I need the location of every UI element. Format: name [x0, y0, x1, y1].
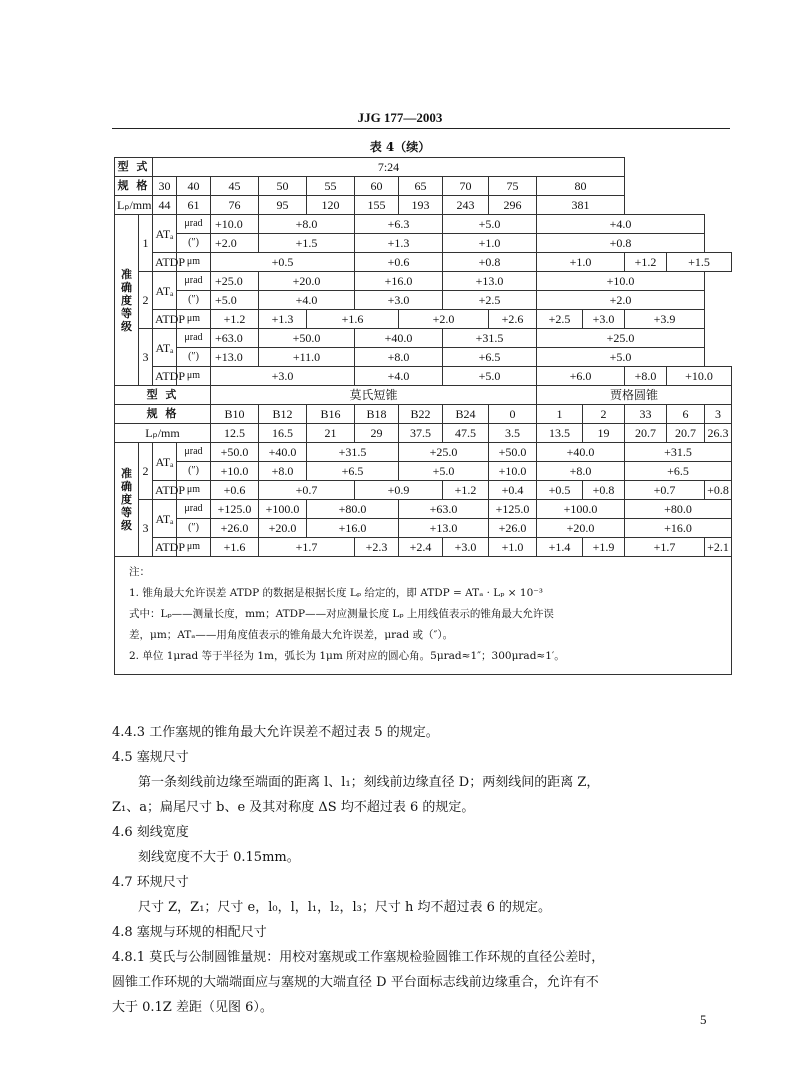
table-cell: +0.5	[211, 253, 355, 272]
table-cell: 37.5	[399, 424, 443, 443]
table-cell: +8.0	[259, 215, 355, 234]
table-cell: ATₐ	[153, 443, 177, 481]
table-cell: +3.0	[443, 538, 489, 557]
table-cell: +3.0	[211, 367, 355, 386]
table-cell: 3.5	[489, 424, 537, 443]
table-cell: +2.5	[443, 291, 537, 310]
table-cell: +125.0	[211, 500, 259, 519]
table-cell: 193	[399, 196, 443, 215]
table-cell: +2.4	[399, 538, 443, 557]
table-row	[115, 348, 732, 367]
table-cell: +0.6	[211, 481, 259, 500]
table-cell: 120	[307, 196, 355, 215]
table-cell: +5.0	[399, 462, 489, 481]
table-cell: μm	[177, 367, 211, 386]
table-cell: +13.0	[399, 519, 489, 538]
table-cell: 55	[307, 177, 355, 196]
table-cell: +0.7	[259, 481, 355, 500]
table-cell: 44	[153, 196, 177, 215]
table-cell: 3	[139, 500, 153, 557]
table-cell: 30	[153, 177, 177, 196]
table-cell: 47.5	[443, 424, 489, 443]
table-cell: +1.6	[211, 538, 259, 557]
table-cell: 2	[139, 443, 153, 500]
table-cell: +13.0	[211, 348, 259, 367]
table-cell: +20.0	[259, 272, 355, 291]
table-row	[115, 234, 732, 253]
table-cell: +11.0	[259, 348, 355, 367]
table-cell: ATDP	[153, 253, 177, 272]
table-cell: +0.8	[583, 481, 625, 500]
table-cell: +40.0	[355, 329, 443, 348]
table-cell: +6.5	[443, 348, 537, 367]
table-row	[115, 405, 732, 424]
table-cell: +31.5	[307, 443, 399, 462]
table-cell: 准确度等级	[115, 215, 139, 386]
table-cell: 45	[211, 177, 259, 196]
table-row	[115, 291, 732, 310]
table-cell: μm	[177, 538, 211, 557]
table-cell: 16.5	[259, 424, 307, 443]
table-cell: +16.0	[355, 272, 443, 291]
table-cell: 80	[537, 177, 625, 196]
table-cell: 20.7	[625, 424, 667, 443]
table-cell: +25.0	[211, 272, 259, 291]
section-line: 大于 0.1Z 差距（见图 6）。	[112, 1000, 273, 1015]
table-cell: 65	[399, 177, 443, 196]
page-number: 5	[700, 1012, 707, 1027]
table-cell: (″)	[177, 462, 211, 481]
table-cell: +6.5	[307, 462, 399, 481]
table-row	[115, 500, 732, 519]
table-cell: +3.9	[625, 310, 705, 329]
table-row	[115, 462, 732, 481]
table-cell: 规 格	[115, 405, 211, 424]
table-cell: +0.4	[489, 481, 537, 500]
table-cell: (″)	[177, 348, 211, 367]
table-cell: +50.0	[259, 329, 355, 348]
table-cell: +1.9	[583, 538, 625, 557]
note-line: 差，μm；ATₐ——用角度值表示的锥角最大允许误差，μrad 或（″）。	[129, 629, 454, 641]
note-line: 式中：Lₚ——测量长度，mm；ATDP——对应测量长度 Lₚ 上用线值表示的锥角最大允许误	[129, 608, 554, 620]
table-cell: 规 格	[115, 177, 153, 196]
table-cell: 3	[705, 405, 732, 424]
table-cell: +13.0	[443, 272, 537, 291]
table-cell: +25.0	[537, 329, 705, 348]
table-cell: (″)	[177, 519, 211, 538]
section-line: 圆锥工作环规的大端端面应与塞规的大端直径 D 平台面标志线前边缘重合，允许有不	[112, 975, 599, 990]
table-cell: +2.6	[489, 310, 537, 329]
table-cell: μrad	[177, 272, 211, 291]
table-cell: +40.0	[537, 443, 625, 462]
table-cell: +100.0	[259, 500, 307, 519]
table-cell: ATₐ	[153, 215, 177, 253]
table-cell: ATDP	[153, 310, 177, 329]
table-cell: +8.0	[625, 367, 667, 386]
table-cell: μrad	[177, 500, 211, 519]
table-cell: 3	[139, 329, 153, 386]
table-cell: ATDP	[153, 367, 177, 386]
table-cell: +8.0	[355, 348, 443, 367]
table-cell: +31.5	[443, 329, 537, 348]
table-cell: +20.0	[537, 519, 625, 538]
table-cell: (″)	[177, 234, 211, 253]
table-notes	[115, 557, 732, 675]
table-cell: 1	[537, 405, 583, 424]
table-caption: 表 4（续）	[369, 140, 431, 154]
table-cell: +10.0	[211, 215, 259, 234]
table-cell: 296	[489, 196, 537, 215]
section-line: 4.4.3 工作塞规的锥角最大允许误差不超过表 5 的规定。	[112, 725, 439, 740]
table-cell: +1.2	[211, 310, 259, 329]
table-cell: +3.0	[355, 291, 443, 310]
table-row	[115, 386, 732, 405]
table-cell: B24	[443, 405, 489, 424]
table-cell: 13.5	[537, 424, 583, 443]
table-cell: 70	[443, 177, 489, 196]
table-cell: +50.0	[489, 443, 537, 462]
table-cell: Lₚ/mm	[115, 196, 153, 215]
table-cell: +3.0	[583, 310, 625, 329]
note-line: 2. 单位 1μrad 等于半径为 1m，弧长为 1μm 所对应的圆心角。5μrad≈1″；300μrad≈1′。	[129, 650, 565, 662]
table-cell: +16.0	[307, 519, 399, 538]
table-cell: 50	[259, 177, 307, 196]
table-cell: +1.2	[443, 481, 489, 500]
table-body	[115, 158, 732, 557]
table-cell: +8.0	[537, 462, 625, 481]
table-cell: 381	[537, 196, 625, 215]
table-cell: +10.0	[211, 462, 259, 481]
section-line: 4.7 环规尺寸	[112, 875, 189, 890]
table-cell: +4.0	[259, 291, 355, 310]
table-row	[115, 367, 732, 386]
table-cell: +5.0	[443, 215, 537, 234]
table-cell: +1.2	[625, 253, 667, 272]
section-line: Z₁、a；扁尾尺寸 b、e 及其对称度 ΔS 均不超过表 6 的规定。	[112, 800, 475, 815]
section-line: 4.5 塞规尺寸	[112, 750, 189, 765]
table-cell: +1.4	[537, 538, 583, 557]
section-line: 4.6 刻线宽度	[112, 825, 189, 840]
section-line: 4.8 塞规与环规的相配尺寸	[112, 925, 267, 940]
table-cell: +1.0	[489, 538, 537, 557]
table-cell: +125.0	[489, 500, 537, 519]
table-row	[115, 177, 732, 196]
table-cell: +10.0	[667, 367, 732, 386]
table-cell: 2	[583, 405, 625, 424]
table-cell: +1.5	[259, 234, 355, 253]
table-cell: +1.5	[667, 253, 732, 272]
table-cell: +0.7	[625, 481, 705, 500]
table-cell: μm	[177, 481, 211, 500]
table-cell: 型 式	[115, 158, 153, 177]
table-cell: +50.0	[211, 443, 259, 462]
table-cell: +10.0	[537, 272, 705, 291]
table-row	[115, 272, 732, 291]
header-rule	[112, 128, 730, 129]
table-cell: 12.5	[211, 424, 259, 443]
table-cell: B18	[355, 405, 399, 424]
table-cell: +0.8	[705, 481, 732, 500]
table-cell: +2.0	[399, 310, 489, 329]
table-row	[115, 424, 732, 443]
table-cell: +40.0	[259, 443, 307, 462]
table-cell: μm	[177, 253, 211, 272]
table-cell: ATₐ	[153, 329, 177, 367]
table-cell: +0.8	[443, 253, 537, 272]
table-cell: ATDP	[153, 538, 177, 557]
table-row	[115, 253, 732, 272]
table-cell: +0.6	[355, 253, 443, 272]
table-cell: μrad	[177, 443, 211, 462]
table-cell: +5.0	[211, 291, 259, 310]
paragraph: 刻线宽度不大于 0.15mm。	[138, 850, 300, 865]
table-row	[115, 158, 732, 177]
body-text	[112, 720, 732, 1020]
table-cell: Lₚ/mm	[115, 424, 211, 443]
table-cell: 21	[307, 424, 355, 443]
table-cell: 75	[489, 177, 537, 196]
table-cell: 19	[583, 424, 625, 443]
table-cell: +2.1	[705, 538, 732, 557]
table-cell: +26.0	[489, 519, 537, 538]
section-line: 4.8.1 莫氏与公制圆锥量规：用校对塞规或工作塞规检验圆锥工作环规的直径公差时，	[112, 950, 605, 965]
table-cell: 61	[177, 196, 211, 215]
table-cell: +2.0	[211, 234, 259, 253]
table-cell: 6	[667, 405, 705, 424]
table-cell: +1.3	[259, 310, 307, 329]
table-cell: +100.0	[537, 500, 625, 519]
table-row	[115, 196, 732, 215]
table-cell: 33	[625, 405, 667, 424]
table-cell: +5.0	[443, 367, 537, 386]
table-cell: +2.5	[537, 310, 583, 329]
table-cell: 60	[355, 177, 399, 196]
table-cell: ATₐ	[153, 500, 177, 538]
table-cell: B16	[307, 405, 355, 424]
table-cell: +1.0	[443, 234, 537, 253]
table-cell: μrad	[177, 329, 211, 348]
table-cell: +20.0	[259, 519, 307, 538]
table-cell: 贾格圆锥	[537, 386, 732, 405]
table-cell: +80.0	[625, 500, 732, 519]
paragraph: 第一条刻线前边缘至端面的距离 l、l₁；刻线前边缘直径 D；两刻线间的距离 Z，	[138, 775, 600, 790]
table-cell: 243	[443, 196, 489, 215]
table-cell: μm	[177, 310, 211, 329]
table-row	[115, 443, 732, 462]
table-cell: 2	[139, 272, 153, 329]
paragraph: 尺寸 Z，Z₁；尺寸 e，l₀，l，l₁，l₂，l₃；尺寸 h 均不超过表 6 的规定。	[138, 900, 552, 915]
table-cell: 型 式	[115, 386, 211, 405]
table-cell: +0.8	[537, 234, 705, 253]
notes-row	[115, 557, 732, 675]
table-cell: 29	[355, 424, 399, 443]
table-row	[115, 215, 732, 234]
table-cell: 40	[177, 177, 211, 196]
table-cell: B10	[211, 405, 259, 424]
table-cell: +1.7	[625, 538, 705, 557]
table-cell: 26.3	[705, 424, 732, 443]
table-cell: 7:24	[153, 158, 625, 177]
table-cell: +6.5	[625, 462, 732, 481]
note-line: 1. 锥角最大允许误差 ATDP 的数据是根据长度 Lₚ 给定的，即 ATDP = ATₐ · Lₚ × 10⁻³	[129, 587, 544, 599]
table-row	[115, 538, 732, 557]
table-cell: 95	[259, 196, 307, 215]
table-cell: +63.0	[211, 329, 259, 348]
table-cell: +26.0	[211, 519, 259, 538]
document-header: JJG 177—2003	[357, 110, 443, 125]
table-cell: +5.0	[537, 348, 705, 367]
table-cell: +1.6	[307, 310, 399, 329]
table-row	[115, 481, 732, 500]
table-cell: +16.0	[625, 519, 732, 538]
table-cell: +4.0	[537, 215, 705, 234]
tolerance-table	[114, 157, 732, 675]
table-cell: B22	[399, 405, 443, 424]
table-cell: +0.5	[537, 481, 583, 500]
table-cell: 0	[489, 405, 537, 424]
table-cell: +2.0	[537, 291, 705, 310]
table-cell: ATDP	[153, 481, 177, 500]
table-cell: μrad	[177, 215, 211, 234]
table-row	[115, 310, 732, 329]
table-cell: 155	[355, 196, 399, 215]
table-cell: +1.3	[355, 234, 443, 253]
table-cell: +2.3	[355, 538, 399, 557]
table-cell: +63.0	[399, 500, 489, 519]
table-cell: 1	[139, 215, 153, 272]
table-cell: 莫氏短锥	[211, 386, 537, 405]
table-cell: 20.7	[667, 424, 705, 443]
table-row	[115, 329, 732, 348]
table-cell: B12	[259, 405, 307, 424]
table-cell: +1.7	[259, 538, 355, 557]
table-cell: ATₐ	[153, 272, 177, 310]
table-cell: +0.9	[355, 481, 443, 500]
table-cell: (″)	[177, 291, 211, 310]
table-cell: +6.3	[355, 215, 443, 234]
table-cell: +10.0	[489, 462, 537, 481]
table-cell: +8.0	[259, 462, 307, 481]
table-cell: 准确度等级	[115, 443, 139, 557]
table-cell: +80.0	[307, 500, 399, 519]
table-cell: +25.0	[399, 443, 489, 462]
table-row	[115, 519, 732, 538]
note-line: 注：	[129, 566, 150, 578]
table-cell: +6.0	[537, 367, 625, 386]
table-cell: +4.0	[355, 367, 443, 386]
table-cell: +31.5	[625, 443, 732, 462]
table-cell: +1.0	[537, 253, 625, 272]
table-cell: 76	[211, 196, 259, 215]
